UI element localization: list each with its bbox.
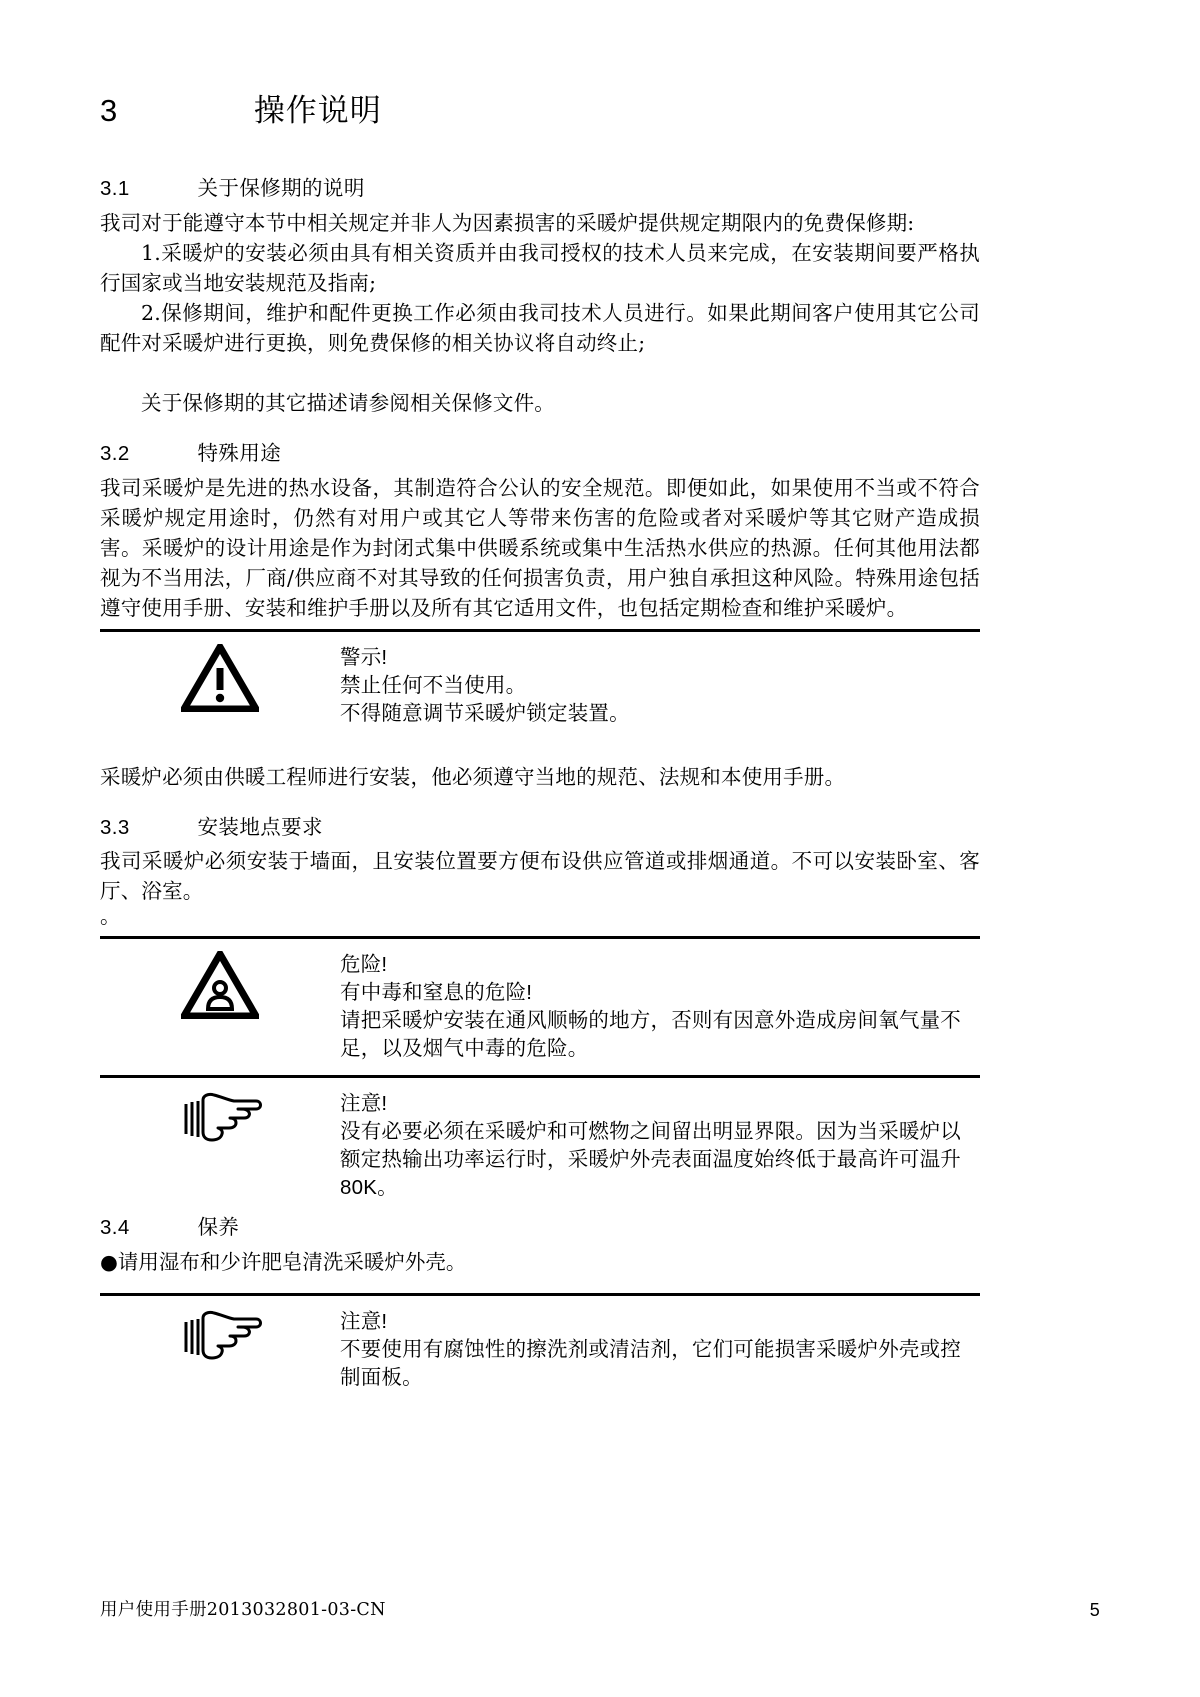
section-heading-3-1 xyxy=(100,175,980,203)
chapter-number: 3 xyxy=(100,93,119,128)
notice-box-warning-improper-use xyxy=(100,629,980,732)
warning-triangle-exclamation-icon xyxy=(181,644,259,716)
section-number-3-2: 3.2 xyxy=(100,441,130,465)
notice-line: 注意! xyxy=(340,1309,388,1333)
notice-line: 没有必要必须在采暖炉和可燃物之间留出明显界限。因为当采暖炉以额定热输出功率运行时，采暖炉外壳表面温度始终低于最高许可温升80K。 xyxy=(340,1120,961,1200)
page-title xyxy=(100,92,980,129)
footer-document-id: 用户使用手册2013032801-03-CN xyxy=(100,1600,386,1620)
pointing-hand-icon xyxy=(172,1308,268,1368)
notice-text-danger-asphyxiation xyxy=(340,949,980,1063)
spacer xyxy=(100,732,980,762)
section-number-3-1: 3.1 xyxy=(100,177,130,201)
pointing-hand-icon xyxy=(172,1090,268,1150)
page-content xyxy=(100,92,980,1396)
paragraph-3-1-intro: 我司对于能遵守本节中相关规定并非人为因素损害的采暖炉提供规定期限内的免费保修期: xyxy=(100,210,915,235)
notice-icon-slot xyxy=(100,642,340,716)
danger-triangle-person-icon xyxy=(181,951,259,1023)
chapter-title-text: 操作说明 xyxy=(253,93,382,128)
paragraph-3-1-item-2: 2.保修期间，维护和配件更换工作必须由我司技术人员进行。如果此期间客户使用其它公司配件对采暖炉进行更换，则免费保修的相关协议将自动终止; xyxy=(100,300,980,355)
paragraph-3-4-bullet-1: ●请用湿布和少许肥皂清洗采暖炉外壳。 xyxy=(100,1249,467,1274)
notice-text-note-cleaning-agents xyxy=(340,1306,980,1392)
paragraph-3-1-reference: 关于保修期的其它描述请参阅相关保修文件。 xyxy=(141,390,555,415)
section-number-3-4: 3.4 xyxy=(100,1216,130,1240)
section-title-3-4: 保养 xyxy=(197,1216,240,1240)
section-heading-3-2 xyxy=(100,440,980,468)
notice-line: 不得随意调节采暖炉锁定装置。 xyxy=(340,701,630,725)
section-number-3-3: 3.3 xyxy=(100,815,130,839)
notice-line: 警示! xyxy=(340,645,388,669)
notice-line: 请把采暖炉安装在通风顺畅的地方，否则有因意外造成房间氧气量不足，以及烟气中毒的危险。 xyxy=(340,1009,961,1061)
paragraph-3-3-body: 我司采暖炉必须安装于墙面，且安装位置要方便布设供应管道或排烟通道。不可以安装卧室、客厅、浴室。 xyxy=(100,849,980,904)
notice-text-warning-improper-use xyxy=(340,642,980,728)
section-title-3-1: 关于保修期的说明 xyxy=(197,177,365,201)
section-heading-3-3 xyxy=(100,814,980,842)
spacer xyxy=(100,1277,980,1293)
notice-text-note-clearance xyxy=(340,1088,980,1202)
spacer xyxy=(100,358,980,388)
stray-punctuation: 。 xyxy=(100,904,121,929)
notice-line: 有中毒和窒息的危险! xyxy=(340,981,533,1005)
footer-page-number: 5 xyxy=(1089,1600,1100,1620)
section-title-3-2: 特殊用途 xyxy=(197,441,282,465)
spacer xyxy=(100,926,980,936)
spacer xyxy=(100,418,980,440)
notice-icon-slot xyxy=(100,1306,340,1368)
paragraph-3-2-installer: 采暖炉必须由供暖工程师进行安装，他必须遵守当地的规范、法规和本使用手册。 xyxy=(100,764,846,789)
spacer xyxy=(100,792,980,814)
notice-line: 禁止任何不当使用。 xyxy=(340,673,527,697)
notice-icon-slot xyxy=(100,949,340,1023)
notice-line: 注意! xyxy=(340,1092,388,1116)
spacer xyxy=(100,1067,980,1075)
section-heading-3-4 xyxy=(100,1214,980,1242)
notice-box-danger-asphyxiation xyxy=(100,936,980,1067)
paragraph-3-1-item-1: 1.采暖炉的安装必须由具有相关资质并由我司授权的技术人员来完成，在安装期间要严格执行国家或当地安装规范及指南; xyxy=(100,240,980,295)
notice-line: 不要使用有腐蚀性的擦洗剂或清洁剂，它们可能损害采暖炉外壳或控制面板。 xyxy=(340,1337,961,1389)
notice-line: 危险! xyxy=(340,953,388,977)
section-title-3-3: 安装地点要求 xyxy=(197,815,323,839)
notice-icon-slot xyxy=(100,1088,340,1150)
spacer xyxy=(100,1206,980,1214)
page-footer xyxy=(100,1596,1100,1621)
notice-box-note-cleaning-agents xyxy=(100,1293,980,1396)
notice-box-note-clearance xyxy=(100,1075,980,1206)
paragraph-3-2-body: 我司采暖炉是先进的热水设备，其制造符合公认的安全规范。即便如此，如果使用不当或不符合采暖炉规定用途时，仍然有对用户或其它人等带来伤害的危险或者对采暖炉等其它财产造成损害。采暖炉的设计用途是作为封闭式集中供暖系统或集中生活热水供应的热源。任何其他用法都视为不当用法，厂商/供应商不对其导致的任何损害负责，用户独自承担这种风险。特殊用途包括遵守使用手册、安装和维护手册以及所有其它适用文件，也包括定期检查和维护采暖炉。 xyxy=(100,475,980,620)
